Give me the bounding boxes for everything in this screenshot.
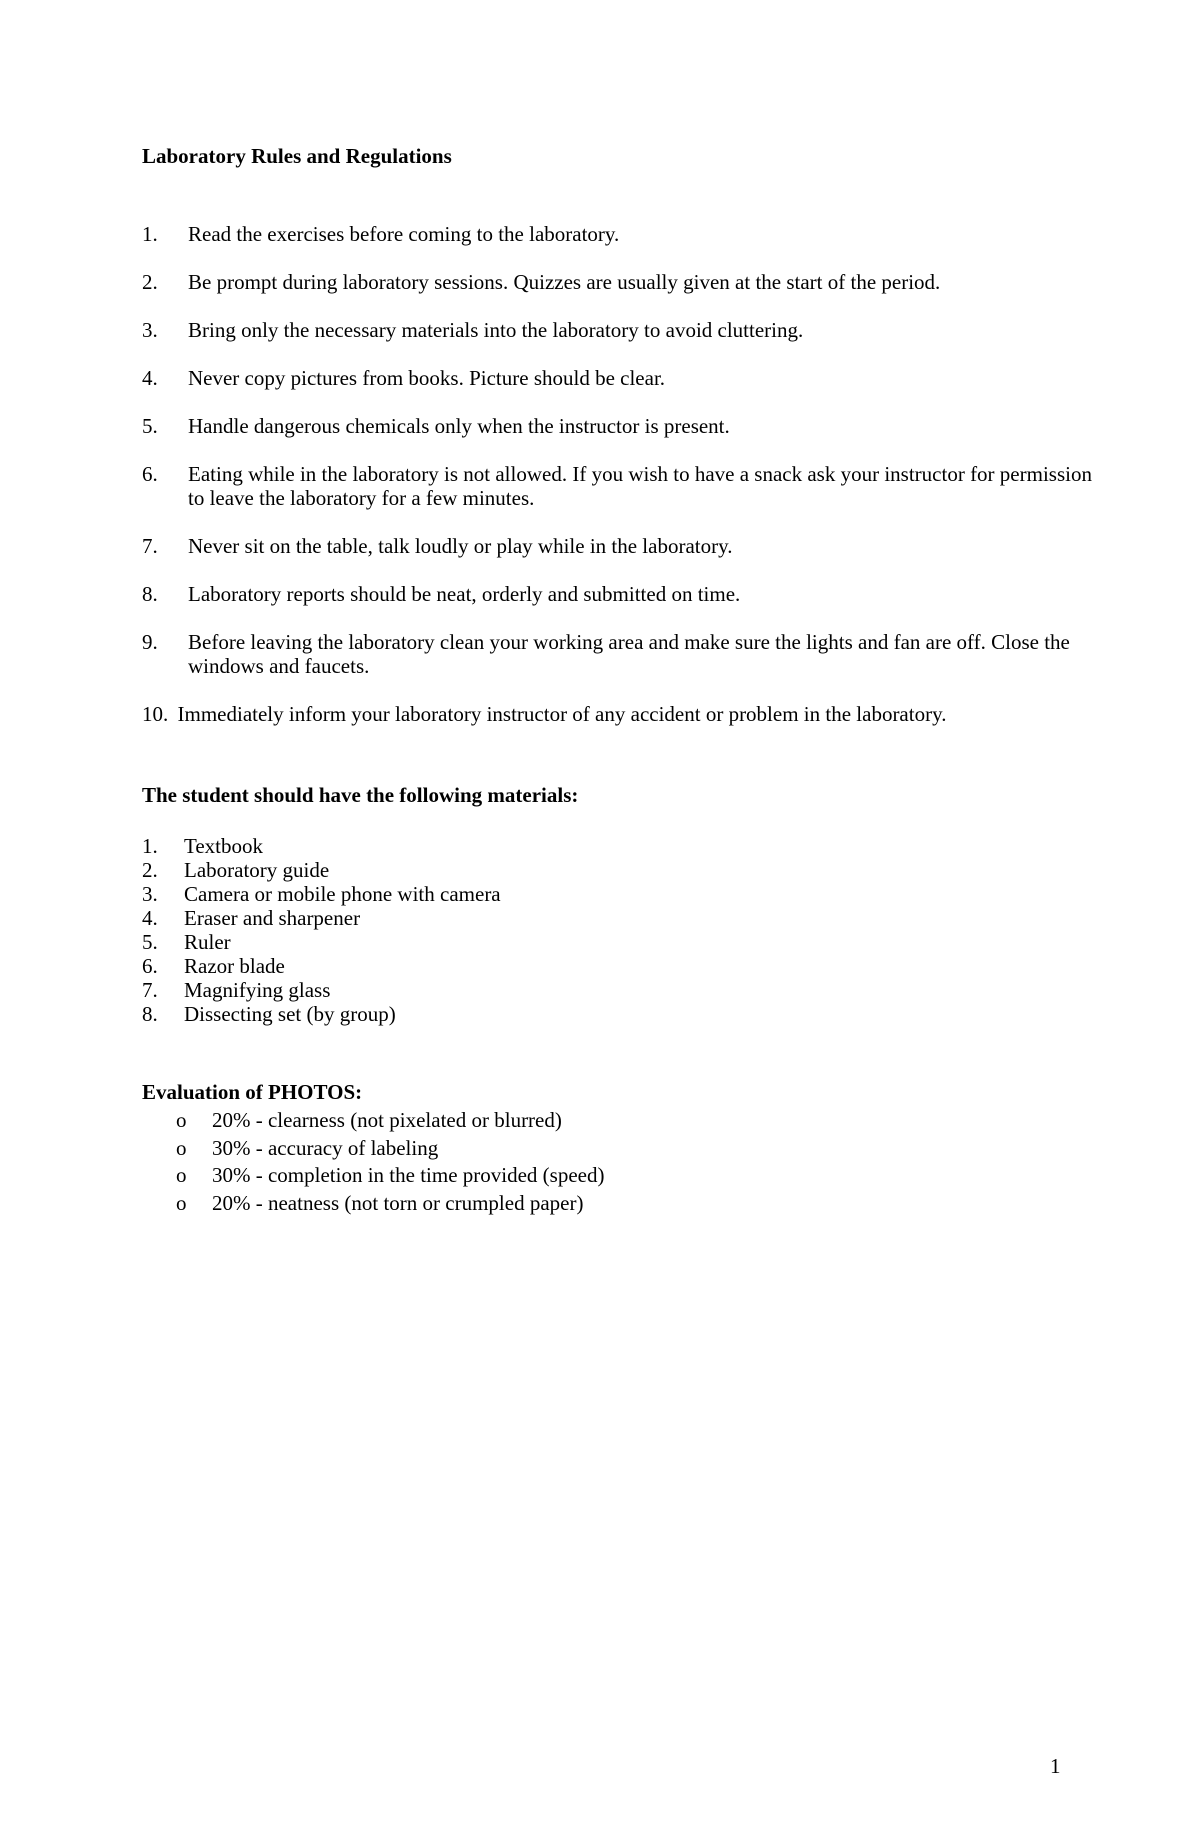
page-title: Laboratory Rules and Regulations xyxy=(142,144,452,168)
material-number: 2. xyxy=(142,858,158,882)
evaluation-text: 30% - completion in the time provided (speed) xyxy=(212,1163,605,1187)
rule-text: Before leaving the laboratory clean your working area and make sure the lights and fan are off. Close the windows and faucets. xyxy=(188,630,1070,678)
rule-number: 7. xyxy=(142,534,158,558)
material-number: 4. xyxy=(142,906,158,930)
rule-text: Immediately inform your laboratory instructor of any accident or problem in the laboratory. xyxy=(177,702,947,726)
material-number: 1. xyxy=(142,834,158,858)
evaluation-text: 20% - clearness (not pixelated or blurred) xyxy=(212,1108,562,1132)
rule-number: 4. xyxy=(142,366,158,390)
rule-number: 5. xyxy=(142,414,158,438)
material-text: Eraser and sharpener xyxy=(184,906,361,930)
material-text: Razor blade xyxy=(184,954,285,978)
rule-text: Never copy pictures from books. Picture should be clear. xyxy=(188,366,666,390)
rule-number: 3. xyxy=(142,318,158,342)
material-number: 3. xyxy=(142,882,158,906)
bullet-icon: o xyxy=(176,1191,187,1215)
material-text: Magnifying glass xyxy=(184,978,331,1002)
rule-number: 6. xyxy=(142,462,158,486)
rule-item xyxy=(142,702,1082,726)
material-text: Textbook xyxy=(184,834,264,858)
evaluation-text: 20% - neatness (not torn or crumpled paper) xyxy=(212,1191,584,1215)
bullet-icon: o xyxy=(176,1136,187,1160)
rule-text: Laboratory reports should be neat, orderly and submitted on time. xyxy=(188,582,741,606)
bullet-icon: o xyxy=(176,1163,187,1187)
rule-text: Handle dangerous chemicals only when the instructor is present. xyxy=(188,414,730,438)
material-text: Dissecting set (by group) xyxy=(184,1002,396,1026)
rule-number: 10. xyxy=(142,702,169,726)
rule-text: Read the exercises before coming to the laboratory. xyxy=(188,222,620,246)
rule-text: Be prompt during laboratory sessions. Quizzes are usually given at the start of the period. xyxy=(188,270,941,294)
rule-number: 8. xyxy=(142,582,158,606)
materials-heading: The student should have the following materials: xyxy=(142,783,579,807)
evaluation-text: 30% - accuracy of labeling xyxy=(212,1136,439,1160)
rule-text: Bring only the necessary materials into the laboratory to avoid cluttering. xyxy=(188,318,804,342)
material-text: Laboratory guide xyxy=(184,858,330,882)
evaluation-heading: Evaluation of PHOTOS: xyxy=(142,1080,363,1104)
material-number: 6. xyxy=(142,954,158,978)
material-number: 5. xyxy=(142,930,158,954)
material-number: 7. xyxy=(142,978,158,1002)
material-number: 8. xyxy=(142,1002,158,1026)
rule-number: 1. xyxy=(142,222,158,246)
material-text: Ruler xyxy=(184,930,231,954)
bullet-icon: o xyxy=(176,1108,187,1132)
material-text: Camera or mobile phone with camera xyxy=(184,882,501,906)
rule-number: 2. xyxy=(142,270,158,294)
page-number: 1 xyxy=(1050,1754,1061,1778)
rule-text: Eating while in the laboratory is not allowed. If you wish to have a snack ask your instructor for permission to leave the laboratory for a few minutes. xyxy=(188,462,1092,510)
rule-text: Never sit on the table, talk loudly or play while in the laboratory. xyxy=(188,534,733,558)
rule-number: 9. xyxy=(142,630,158,654)
